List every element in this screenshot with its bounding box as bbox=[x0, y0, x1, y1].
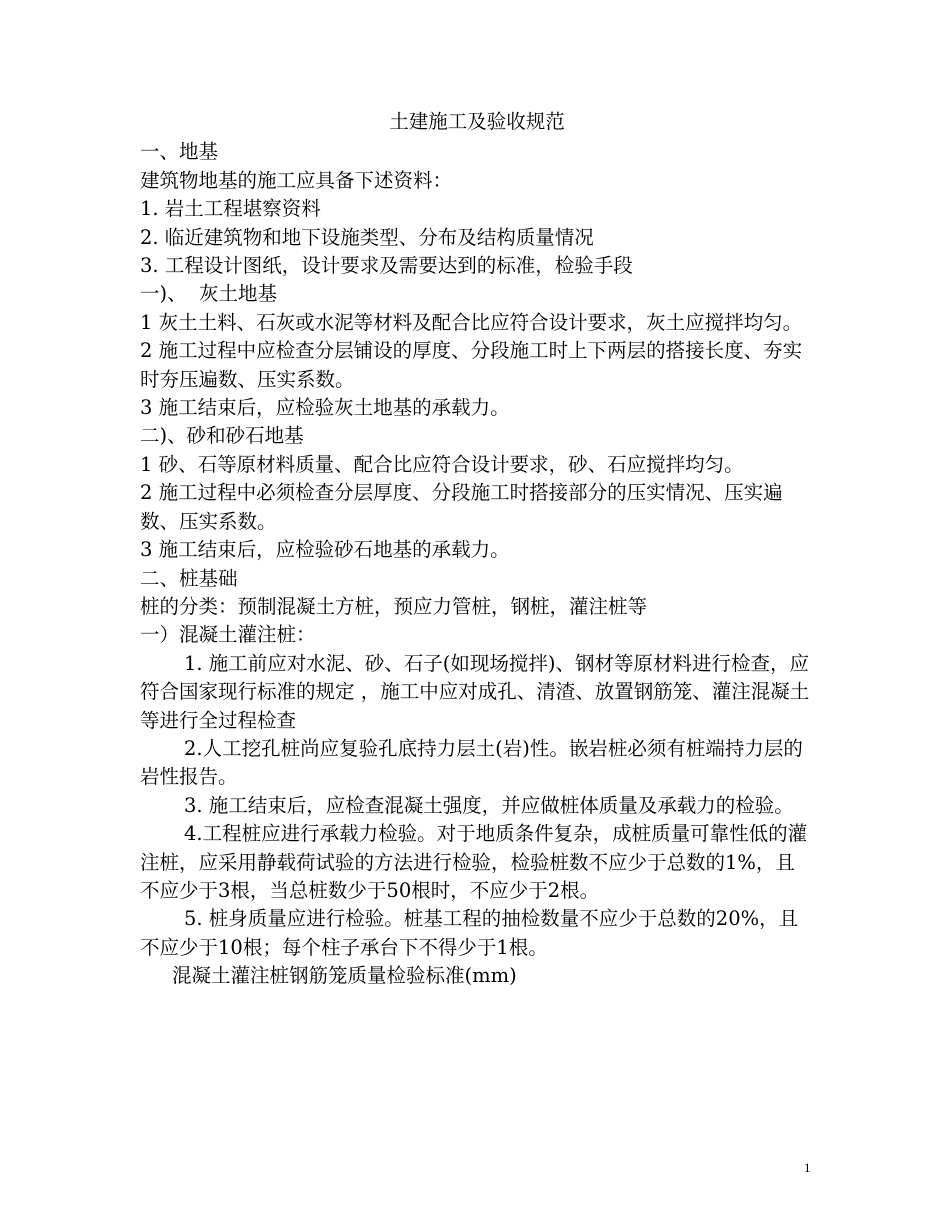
list-item: 3 施工结束后，应检验砂石地基的承载力。 bbox=[140, 538, 510, 562]
list-item: 1 砂、石等原材料质量、配合比应符合设计要求，砂、石应搅拌均匀。 bbox=[140, 452, 744, 476]
list-item: 2. 临近建筑物和地下设施类型、分布及结构质量情况 bbox=[140, 225, 594, 249]
indented-paragraph: 2.人工挖孔桩尚应复验孔底持力层土(岩)性。嵌岩桩必须有桩端持力层的岩性报告。 bbox=[140, 736, 803, 789]
indented-paragraph: 5. 桩身质量应进行检验。桩基工程的抽检数量不应少于总数的20%，且不应少于10根；每个柱子承台下不得少于1根。 bbox=[140, 907, 799, 959]
document-title: 土建施工及验收规范 bbox=[389, 110, 565, 133]
section-heading-pile-foundation: 二、桩基础 bbox=[140, 566, 238, 590]
paragraph: 建筑物地基的施工应具备下述资料： bbox=[140, 168, 453, 192]
list-item: 3. 工程设计图纸，设计要求及需要达到的标准，检验手段 bbox=[140, 254, 633, 278]
subsection-heading-lime-soil: 一)、 灰土地基 bbox=[140, 282, 278, 306]
list-item: 2 施工过程中应检查分层铺设的厚度、分段施工时上下两层的搭接长度、夯实时夯压遍数、压实系数。 bbox=[140, 339, 803, 391]
list-item: 1. 岩土工程堪察资料 bbox=[140, 197, 321, 221]
indented-paragraph: 3. 施工结束后，应检查混凝土强度，并应做桩体质量及承载力的检验。 bbox=[184, 793, 794, 817]
list-item: 2 施工过程中必须检查分层厚度、分段施工时搭接部分的压实情况、压实遍数、压实系数。 bbox=[140, 481, 783, 533]
table-caption: 混凝土灌注桩钢筋笼质量检验标准(mm) bbox=[172, 964, 517, 988]
page-number: 1 bbox=[804, 1160, 811, 1175]
indented-paragraph: 4.工程桩应进行承载力检验。对于地质条件复杂，成桩质量可靠性低的灌注桩，应采用静载荷试验的方法进行检验，检验桩数不应少于总数的1%，且不应少于3根，当总桩数少于50根时，不应少于2根。 bbox=[140, 822, 808, 902]
document-body bbox=[140, 108, 814, 991]
subsection-heading-sand-gravel: 二)、砂和砂石地基 bbox=[140, 424, 304, 448]
indented-paragraph: 1. 施工前应对水泥、砂、石子(如现场搅拌)、钢材等原材料进行检查，应符合国家现行标准的规定 ，施工中应对成孔、清渣、放置钢筋笼、灌注混凝土等进行全过程检查 bbox=[140, 651, 810, 732]
list-item: 3 施工结束后，应检验灰土地基的承载力。 bbox=[140, 396, 510, 420]
section-heading-foundation: 一、地基 bbox=[140, 140, 219, 164]
paragraph: 桩的分类：预制混凝土方桩，预应力管桩，钢桩，灌注桩等 bbox=[140, 594, 648, 618]
list-item: 1 灰土土料、石灰或水泥等材料及配合比应符合设计要求，灰土应搅拌均匀。 bbox=[140, 310, 803, 334]
subsection-heading-cast-in-place-pile: 一）混凝土灌注桩： bbox=[140, 623, 316, 647]
